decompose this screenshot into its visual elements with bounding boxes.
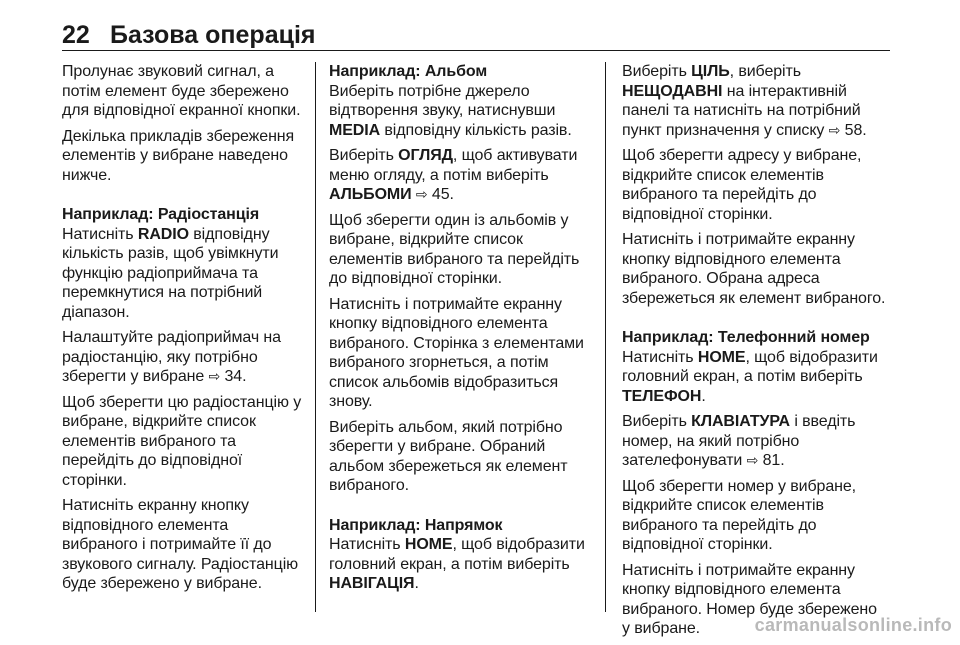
paragraph: Виберіть ОГЛЯД, щоб активувати меню огляду, а потім виберіть АЛЬБОМИ ⇨ 45.: [329, 147, 578, 203]
paragraph: Виберіть альбом, який потрібно зберегти у вибране. Обраний альбом збережеться як елемент вибраного.: [329, 418, 568, 494]
paragraph: Натисніть і потримайте екранну кнопку відповідного елемента вибраного. Обрана адреса збережеться як елемент вибраного.: [622, 231, 886, 307]
page-title: Базова операція: [110, 21, 316, 49]
section-heading: Наприклад: Телефонний номер: [622, 329, 870, 346]
section-heading: Наприклад: Напрямок: [329, 516, 503, 534]
paragraph: Щоб зберегти адресу у вибране, відкрийте список елементів вибраного та перейдіть до відповідної сторінки.: [622, 147, 862, 223]
section-heading: Наприклад: Радіостанція: [62, 206, 260, 223]
column-2: [329, 62, 591, 600]
paragraph: Налаштуйте радіоприймач на радіостанцію, яку потрібно зберегти у вибране ⇨ 34.: [62, 329, 281, 385]
paragraph: Щоб зберегти один із альбомів у вибране, відкрийте список елементів вибраного та перейдіть до відповідної сторінки.: [329, 211, 580, 287]
page-ref-arrow-icon: ⇨: [208, 368, 221, 384]
paragraph: Пролунає звуковий сигнал, а потім елемент буде збережено для відповідної екранної кнопки.: [62, 63, 301, 119]
column-divider: [605, 62, 606, 612]
column-divider: [315, 62, 316, 612]
column-3: [622, 62, 888, 645]
page-header: [62, 20, 890, 51]
page-number: 22: [62, 21, 90, 49]
paragraph: Натисніть екранну кнопку відповідного елемента вибраного і потримайте її до звукового сигналу. Радіостанцію буде збережено у вибране.: [62, 497, 299, 592]
page-ref-arrow-icon: ⇨: [828, 121, 841, 138]
section-heading: Наприклад: Альбом: [329, 63, 488, 80]
paragraph: Натисніть RADIO відповідну кількість разів, щоб увімкнути функцію радіоприймача та перемкнутися на потрібний діапазон.: [62, 225, 279, 321]
paragraph: Натисніть HOME, щоб відобразити головний екран, а потім виберіть ТЕЛЕФОН.: [622, 348, 878, 405]
paragraph: Щоб зберегти цю радіостанцію у вибране, відкрийте список елементів вибраного та перейдіть до відповідної сторінки.: [62, 393, 302, 489]
paragraph: Виберіть ЦІЛЬ, виберіть НЕЩОДАВНІ на інтерактивній панелі та натисніть на потрібний пункт призначення у списку ⇨ 58.: [622, 63, 867, 139]
paragraph: Натисніть HOME, щоб відобразити головний екран, а потім виберіть НАВІГАЦІЯ.: [329, 536, 585, 592]
page-ref-arrow-icon: ⇨: [415, 186, 428, 202]
page-ref-arrow-icon: ⇨: [746, 452, 759, 468]
paragraph: Щоб зберегти номер у вибране, відкрийте список елементів вибраного та перейдіть до відповідної сторінки.: [622, 477, 856, 553]
paragraph: Натисніть і потримайте екранну кнопку відповідного елемента вибраного. Сторінка з елементами вибраного згорнеться, а потім список альбомів відобразиться знову.: [329, 295, 584, 410]
paragraph: Виберіть КЛАВІАТУРА і введіть номер, на який потрібно зателефонувати ⇨ 81.: [622, 413, 856, 469]
watermark: carmanualsonline.info: [754, 615, 952, 635]
column-1: [62, 62, 308, 600]
paragraph: Натисніть і потримайте екранну кнопку відповідного елемента вибраного. Номер буде збережено у вибране.: [622, 561, 877, 637]
paragraph: Виберіть потрібне джерело відтворення звуку, натиснувши MEDIA відповідну кількість разів.: [329, 82, 572, 139]
paragraph: Декілька прикладів збереження елементів у вибране наведено нижче.: [62, 127, 295, 184]
